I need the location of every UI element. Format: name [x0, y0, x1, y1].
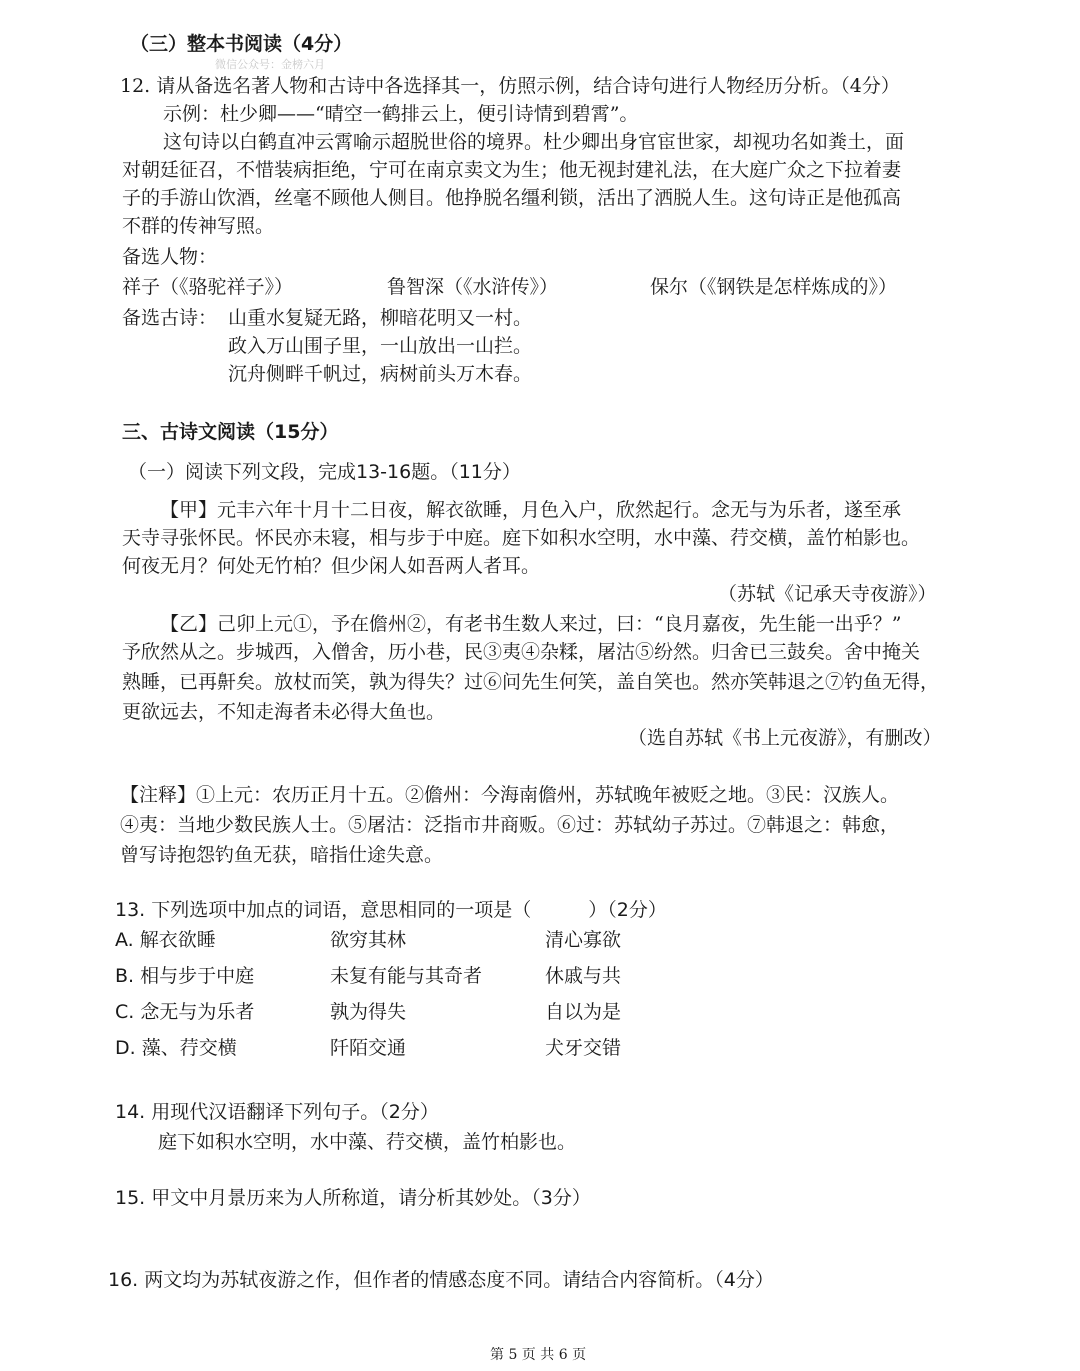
- q13-option-c-2: 孰为得失: [330, 1001, 407, 1023]
- q12-example-label: 示例：杜少卿——“晴空一鹤排云上，便引诗情到碧霄”。: [163, 103, 639, 125]
- q13-option-a-3: 清心寡欲: [545, 929, 622, 951]
- yi-source: （选自苏轼《书上元夜游》，有删改）: [628, 727, 942, 749]
- section-heading-whole-book: （三）整本书阅读（4分）: [130, 33, 353, 55]
- q13-option-c-1: C. 念无与为乐者: [115, 1001, 255, 1023]
- section-heading-classical: 三、古诗文阅读（15分）: [122, 421, 339, 443]
- q14-title: 14. 用现代汉语翻译下列句子。（2分）: [115, 1101, 439, 1123]
- q13-option-d-3: 犬牙交错: [545, 1037, 622, 1059]
- q13-option-d-2: 阡陌交通: [330, 1037, 407, 1059]
- jia-source: （苏轼《记承天寺夜游》）: [718, 583, 937, 605]
- q13-title: 13. 下列选项中加点的词语，意思相同的一项是（ ）（2分）: [115, 899, 667, 921]
- candidate-xiangzi: 祥子（《骆驼祥子》）: [122, 276, 294, 298]
- yi-text-line: 【乙】己卯上元①，予在儋州②，有老书生数人来过，曰：“良月嘉夜，先生能一出乎？”: [160, 613, 902, 635]
- q12-title: 12. 请从备选名著人物和古诗中各选择其一，仿照示例，结合诗句进行人物经历分析。（4分）: [120, 75, 900, 97]
- poem-line: 山重水复疑无路，柳暗花明又一村。: [228, 307, 533, 329]
- poems-label: 备选古诗：: [122, 307, 218, 329]
- q13-option-b-3: 休戚与共: [545, 965, 622, 987]
- notes-line: ④夷：当地少数民族人士。⑤屠沽：泛指市井商贩。⑥过：苏轼幼子苏过。⑦韩退之：韩愈，: [120, 814, 900, 836]
- q14-sentence: 庭下如积水空明，水中藻、荇交横，盖竹柏影也。: [158, 1131, 577, 1153]
- poem-line: 沉舟侧畔千帆过，病树前头万木春。: [228, 363, 533, 385]
- yi-text-line: 更欲远去，不知走海者未必得大鱼也。: [122, 701, 446, 723]
- q12-example-line: 子的手游山饮酒，丝毫不顾他人侧目。他挣脱名缰利锁，活出了洒脱人生。这句诗正是他孤高: [122, 187, 902, 209]
- candidate-paul: 保尔（《钢铁是怎样炼成的》）: [650, 276, 898, 298]
- q13-option-b-1: B. 相与步于中庭: [115, 965, 255, 987]
- notes-line: 曾写诗抱怨钓鱼无获，暗指仕途失意。: [120, 844, 444, 866]
- q13-option-c-3: 自以为是: [545, 1001, 622, 1023]
- watermark: 微信公众号：金榜六月: [215, 58, 325, 71]
- q13-option-a-1: A. 解衣欲睡: [115, 929, 216, 951]
- jia-text-line: 何夜无月？何处无竹柏？但少闲人如吾两人者耳。: [122, 555, 541, 577]
- q12-example-line: 对朝廷征召，不惜装病拒绝，宁可在南京卖文为生；他无视封建礼法，在大庭广众之下拉着妻: [122, 159, 902, 181]
- q12-example-line: 不群的传神写照。: [122, 215, 275, 237]
- yi-text-line: 予欣然从之。步城西，入僧舍，历小巷，民③夷④杂糅，屠沽⑤纷然。归舍已三鼓矣。舍中掩关: [122, 641, 921, 663]
- page-number: 第 5 页 共 6 页: [490, 1347, 587, 1363]
- q15-title: 15. 甲文中月景历来为人所称道，请分析其妙处。（3分）: [115, 1187, 591, 1209]
- q13-option-a-2: 欲穷其林: [330, 929, 407, 951]
- candidates-label: 备选人物：: [122, 246, 218, 268]
- q13-option-b-2: 未复有能与其奇者: [330, 965, 483, 987]
- jia-text-line: 天寺寻张怀民。怀民亦未寝，相与步于中庭。庭下如积水空明，水中藻、荇交横，盖竹柏影也。: [122, 527, 921, 549]
- candidate-luzhishen: 鲁智深（《水浒传》）: [387, 276, 559, 298]
- poem-line: 政入万山围子里，一山放出一山拦。: [228, 335, 533, 357]
- q13-option-d-1: D. 藻、荇交横: [115, 1037, 237, 1059]
- sub-heading-reading: （一）阅读下列文段，完成13-16题。（11分）: [128, 461, 521, 483]
- yi-text-line: 熟睡，已再鼾矣。放杖而笑，孰为得失？过⑥问先生何笑，盖自笑也。然亦笑韩退之⑦钓鱼无得，: [122, 671, 940, 693]
- q12-example-line: 这句诗以白鹤直冲云霄喻示超脱世俗的境界。杜少卿出身官宦世家，却视功名如粪土，面: [163, 131, 905, 153]
- jia-text-line: 【甲】元丰六年十月十二日夜，解衣欲睡，月色入户，欣然起行。念无与为乐者，遂至承: [160, 499, 902, 521]
- q16-title: 16. 两文均为苏轼夜游之作，但作者的情感态度不同。请结合内容简析。（4分）: [108, 1269, 774, 1291]
- notes-line: 【注释】①上元：农历正月十五。②儋州：今海南儋州，苏轼晚年被贬之地。③民：汉族人。: [120, 784, 900, 806]
